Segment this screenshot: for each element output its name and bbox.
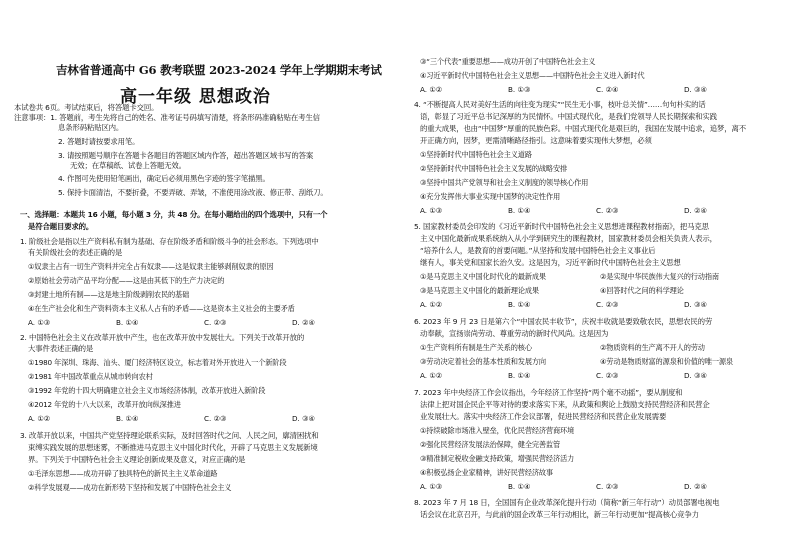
option-a[interactable]: A. ①③ [420, 206, 443, 215]
instruction-line: 无效；在草稿纸、试卷上答题无效。 [70, 161, 186, 170]
question-item: ②坚持新时代中国特色社会主义发展的战略安排 [420, 164, 568, 173]
instruction-line: 注意事项：1. 答题前，考生先将自己的姓名、准考证号码填写清楚，将条形码准确粘贴在考生信 [14, 113, 320, 122]
option-c[interactable]: C. ②③ [204, 318, 227, 327]
question-item: ④2012 年党的十八大以来，改革开放向纵深推进 [28, 400, 181, 409]
question-stem: 8. 2023 年 7 月 18 日，全国国有企业改革深化提升行动（简称“新三年行动”）动员部署电视电 [414, 498, 720, 507]
option-b[interactable]: B. ①③ [508, 85, 531, 94]
option-b[interactable]: B. ①④ [508, 371, 531, 380]
question-item: ③劳动决定着社会的基本性质和发展方向 [420, 357, 546, 366]
option-c[interactable]: C. ②③ [596, 371, 619, 380]
answer-options [28, 414, 380, 423]
question-item: ①持续破除市场准入壁垒，优化民营经济营商环境 [420, 426, 575, 435]
question-item: ①奴隶主占有一切生产资料并完全占有奴隶——这是奴隶主能够剥削奴隶的原因 [28, 262, 274, 271]
subject-title: 高一年级 思想政治 [120, 87, 271, 107]
question-stem: 语，彰显了习近平总书记深厚的为民情怀。中国式现代化，是我们党领导人民长期探索和实践 [420, 112, 717, 121]
question-stem: 3. 改革开放以来，中国共产党坚持理论联系实际，及时回答时代之问、人民之问，廓清困扰和 [20, 431, 319, 440]
answer-options [420, 482, 772, 491]
question-item: ②物质资料的生产离不开人的劳动 [600, 343, 705, 352]
question-item: ①1980 年深圳、珠海、汕头、厦门经济特区设立，标志着对外开放进入一个新阶段 [28, 358, 287, 367]
question-stem: 法律上把对国企民企平等对待的要求落实下来，从政策和舆论上鼓励支持民营经济和民营企 [420, 400, 710, 409]
option-c[interactable]: C. ②③ [204, 414, 227, 423]
question-stem: 业发展壮大。落实中央经济工作会议部署，促进民营经济和民营企业发展需要 [420, 412, 667, 421]
option-d[interactable]: D. ③④ [292, 414, 315, 423]
question-item: ②科学发展观——成功在新形势下坚持和发展了中国特色社会主义 [28, 483, 232, 492]
question-stem: 继有人，事关党和国家长治久安。这是因为，习近平新时代中国特色社会主义思想 [420, 258, 681, 267]
option-c[interactable]: C. ②④ [596, 85, 619, 94]
question-item: ④劳动是物质财富的源泉和价值的唯一源泉 [600, 357, 733, 366]
option-b[interactable]: B. ①④ [508, 206, 531, 215]
option-d[interactable]: D. ②④ [684, 206, 707, 215]
question-item: ④回答时代之问的科学理论 [600, 286, 684, 295]
option-b[interactable]: B. ①④ [116, 318, 139, 327]
answer-options [28, 318, 380, 327]
section-heading: 是符合题目要求的。 [28, 222, 94, 231]
question-stem: 的重大成果，也由“中国梦”厚重的民族色彩。中国式现代化是艰巨的，我国在发展中追求，追梦，离不 [420, 124, 746, 133]
answer-options [420, 206, 772, 215]
question-stem: 5. 国家教材委员会印发的《习近平新时代中国特色社会主义思想进课程教材指南》，把马克思 [414, 222, 709, 231]
question-item: ②原始社会劳动产品平均分配——这是由其低下的生产力决定的 [28, 276, 225, 285]
option-d[interactable]: D. ③④ [684, 300, 707, 309]
option-a[interactable]: A. ①③ [420, 482, 443, 491]
question-stem: 开正确方向，因梦，更需清晰路径指引。这意味着要实现伟大梦想，必须 [420, 136, 652, 145]
question-item: ②是实现中华民族伟大复兴的行动指南 [600, 272, 719, 281]
instruction-line: 息条形码粘贴区内。 [58, 123, 124, 132]
option-b[interactable]: B. ①④ [116, 414, 139, 423]
question-item: ①毛泽东思想——成功开辟了独具特色的新民主主义革命道路 [28, 469, 218, 478]
question-stem: 4. “不断提高人民对美好生活的向往变为现实”“民生无小事，枝叶总关情”……句句朴实的话 [414, 100, 706, 109]
instruction-line: 本试卷共 6页。考试结束后，将答题卡交回。 [14, 103, 159, 112]
option-d[interactable]: D. ③④ [684, 85, 707, 94]
question-item: ①是马克思主义中国化时代化的最新成果 [420, 272, 546, 281]
option-c[interactable]: C. ②③ [596, 300, 619, 309]
question-item: ③封建土地所有制——这是地主阶级剥削农民的基础 [28, 290, 190, 299]
instruction-line: 3. 请按照题号顺序在答题卡各题目的答题区域内作答，超出答题区域书写的答案 [58, 151, 314, 160]
option-a[interactable]: A. ①② [420, 85, 443, 94]
option-a[interactable]: A. ①② [420, 371, 443, 380]
option-b[interactable]: B. ①④ [508, 300, 531, 309]
question-stem: 2. 中国特色社会主义在改革开放中产生，也在改革开放中发展壮大。下列关于改革开放的 [20, 333, 305, 342]
question-item: ③是马克思主义中国化的最新理论成果 [420, 286, 539, 295]
option-b[interactable]: B. ①④ [508, 482, 531, 491]
section-heading: 一、选择题：本题共 16 小题，每小题 3 分，共 48 分。在每小题给出的四个选项中，只有一个 [20, 210, 328, 219]
question-item: ①坚持新时代中国特色社会主义道路 [420, 150, 532, 159]
question-stem: 动奉献，宣扬崇尚劳动、尊重劳动的新时代风尚。这是因为 [420, 329, 609, 338]
option-d[interactable]: D. ②④ [292, 318, 315, 327]
question-item: ④积极弘扬企业家精神，讲好民营经济故事 [420, 468, 553, 477]
answer-options [420, 371, 772, 380]
option-d[interactable]: D. ③④ [684, 371, 707, 380]
option-c[interactable]: C. ②③ [596, 482, 619, 491]
question-item: ③“三个代表”重要思想——成功开创了中国特色社会主义 [420, 57, 596, 66]
question-item: ④习近平新时代中国特色社会主义思想——中国特色社会主义进入新时代 [420, 71, 645, 80]
instruction-line: 4. 作图可先使用铅笔画出，确定后必须用黑色字迹的签字笔描黑。 [58, 174, 270, 183]
answer-options [420, 300, 772, 309]
answer-options [420, 85, 772, 94]
option-c[interactable]: C. ②③ [596, 206, 619, 215]
option-d[interactable]: D. ②④ [684, 482, 707, 491]
question-stem: “培养什么人，是教育的首要问题。”从坚持和发展中国特色社会主义事业后 [420, 246, 656, 255]
question-item: ③精准制定税收金融支持政策，增强民营经济活力 [420, 454, 575, 463]
instruction-line: 2. 答题时请按要求用笔。 [58, 137, 140, 146]
option-a[interactable]: A. ①③ [28, 318, 51, 327]
question-stem: 7. 2023 年中央经济工作会议指出，今年经济工作坚持“两个毫不动摇”，要从制度和 [414, 388, 683, 397]
instruction-line: 5. 保持卡面清洁，不要折叠，不要弄破、弄皱，不准使用涂改液、修正带、刮纸刀。 [58, 188, 328, 197]
question-item: ①生产资料所有制是生产关系的核心 [420, 343, 532, 352]
question-stem: 1. 阶级社会是指以生产资料私有制为基础、存在阶级矛盾和阶级斗争的社会形态。下列选项中 [20, 237, 319, 246]
question-item: ②强化民营经济发展法治保障，健全完善监管 [420, 440, 561, 449]
question-stem: 有关阶级社会的表述正确的是 [28, 248, 123, 257]
exam-title: 吉林省普通高中 G6 教考联盟 2023-2024 学年上学期期末考试 [56, 63, 382, 77]
question-item: ③坚持中国共产党领导和社会主义制度的领导核心作用 [420, 178, 589, 187]
question-stem: 大事件表述正确的是 [28, 344, 94, 353]
question-stem: 束缚实践发展的思想迷雾，不断推进马克思主义中国化时代化，开辟了马克思主义发展新境 [28, 443, 318, 452]
question-stem: 界。下列关于中国特色社会主义理论创新成果及意义，对应正确的是 [28, 455, 246, 464]
question-stem: 6. 2023 年 9 月 23 日是第六个“中国农民丰收节”，庆祝丰收就是要致敬农民，思想农民的劳 [414, 317, 713, 326]
option-a[interactable]: A. ①② [420, 300, 443, 309]
question-item: ④充分发挥伟大事业实现中国梦的决定性作用 [420, 192, 561, 201]
question-item: ②1981 年中国改革重点从城市转向农村 [28, 372, 153, 381]
question-item: ③1992 年党的十四大明确建立社会主义市场经济体制，改革开放进入新阶段 [28, 386, 266, 395]
question-item: ④在生产社会化和生产资料资本主义私人占有的矛盾——这是资本主义社会的主要矛盾 [28, 304, 295, 313]
question-stem: 话会议在北京召开，与此前的国企改革三年行动相比，新三年行动更加“提高核心竞争力 [420, 510, 699, 519]
option-a[interactable]: A. ①② [28, 414, 51, 423]
question-stem: 主义中国化最新成果系统纳入从小学到研究生的课程教材，国家教材委员会相关负责人表示， [420, 234, 717, 243]
